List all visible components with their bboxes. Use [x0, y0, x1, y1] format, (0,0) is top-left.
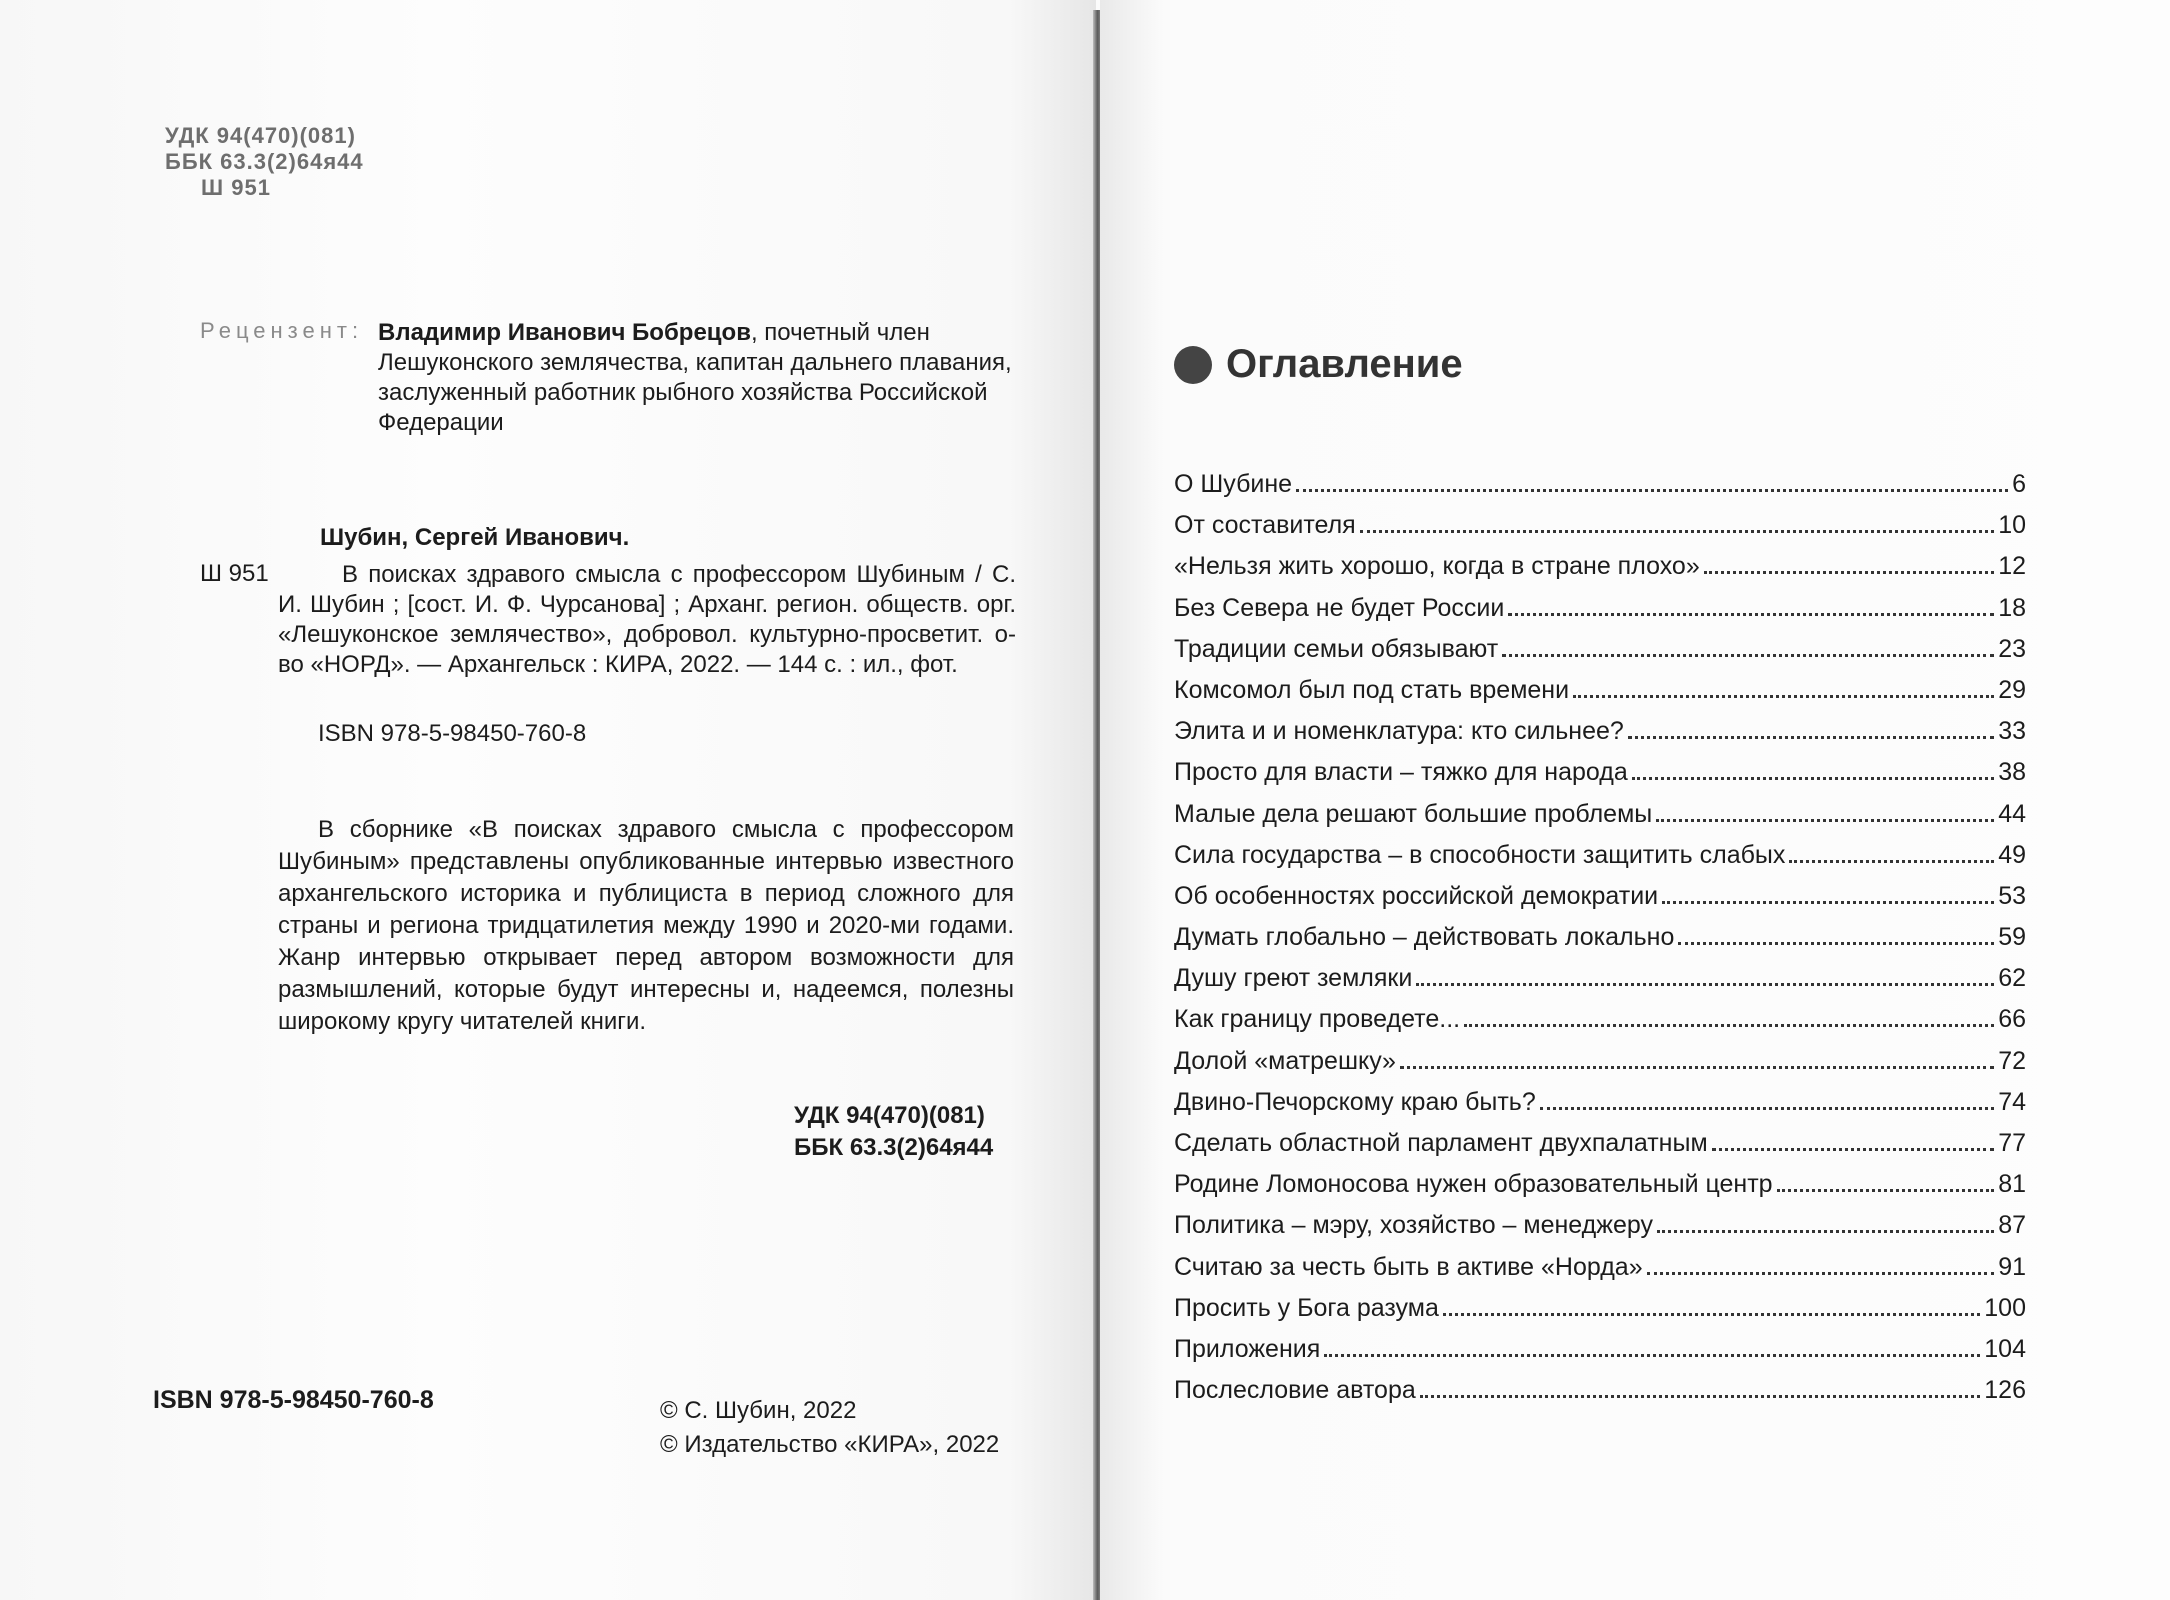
toc-dot-leader — [1573, 695, 1994, 698]
toc-dot-leader — [1632, 777, 1994, 780]
toc-entry-page: 66 — [1998, 1005, 2026, 1034]
bullet-circle-icon — [1174, 346, 1212, 384]
toc-entry-page: 77 — [1998, 1129, 2026, 1157]
toc-dot-leader — [1502, 654, 1994, 657]
toc-entry-title: Родине Ломоносова нужен образовательный центр — [1174, 1170, 1773, 1199]
toc-entry-page: 87 — [1998, 1211, 2026, 1240]
toc-entry-page: 18 — [1998, 593, 2026, 622]
toc-entry-title: Об особенностях российской демократии — [1174, 881, 1659, 910]
toc-heading — [1174, 342, 1463, 387]
bbk-code: ББК 63.3(2)64я44 — [165, 149, 364, 174]
toc-entry-title: Сделать областной парламент двухпалатным — [1174, 1129, 1708, 1157]
toc-entry-page: 29 — [1998, 675, 2026, 704]
toc-entry-page: 49 — [1998, 840, 2026, 869]
toc-entry — [1174, 552, 2026, 593]
annotation: В сборнике «В поисках здравого смысла с профессором Шубиным» представлены опубликованные интервью известного архангельского историка и публициста в период сложного для страны и региона тридцатилетия между 1990 и 2020-ми годами. Жанр интервью открывает перед автором возможности для размышлений, которые будут интересны и, надеемся, полезны широкому кругу читателей книги. — [278, 816, 1014, 1035]
toc-entry-title: Двино-Печорскому краю быть? — [1174, 1087, 1536, 1116]
toc-entry-title: Душу греют земляки — [1174, 964, 1413, 993]
toc-entry-page: 74 — [1998, 1087, 2026, 1116]
toc-dot-leader — [1647, 1272, 1995, 1275]
toc-entry-page: 62 — [1998, 964, 2026, 993]
udk-code: УДК 94(470)(081) — [165, 123, 356, 148]
toc-entry-title: «Нельзя жить хорошо, когда в стране плохо» — [1174, 552, 1700, 581]
toc-dot-leader — [1540, 1107, 1994, 1110]
toc-dot-leader — [1712, 1148, 1995, 1151]
toc-entry — [1174, 1129, 2026, 1170]
toc-entry-title: О Шубине — [1174, 470, 1293, 498]
toc-entry — [1174, 800, 2026, 841]
table-of-contents — [1174, 470, 2026, 1417]
toc-dot-leader — [1628, 736, 1994, 739]
toc-entry-title: Как границу проведете... — [1174, 1005, 1461, 1034]
toc-entry — [1174, 758, 2026, 799]
toc-entry — [1174, 882, 2026, 923]
toc-entry-page: 10 — [1998, 511, 2026, 540]
toc-dot-leader — [1443, 1313, 1980, 1316]
toc-dot-leader — [1508, 613, 1994, 616]
toc-entry-title: Просто для власти – тяжко для народа — [1174, 758, 1628, 787]
toc-entry — [1174, 923, 2026, 964]
toc-entry — [1174, 1047, 2026, 1088]
copyright-publisher: © Издательство «КИРА», 2022 — [660, 1431, 1000, 1458]
toc-entry-title: Без Севера не будет России — [1174, 593, 1505, 622]
toc-entry-title: Комсомол был под стать времени — [1174, 675, 1570, 704]
toc-entry — [1174, 1253, 2026, 1294]
toc-entry-title: Приложения — [1174, 1334, 1321, 1363]
toc-entry-page: 53 — [1998, 881, 2026, 910]
toc-entry-page: 91 — [1998, 1252, 2026, 1281]
toc-entry-title: Просить у Бога разума — [1174, 1293, 1439, 1322]
reviewer-name: Владимир Иванович Бобрецов — [378, 319, 751, 346]
toc-entry-page: 72 — [1998, 1046, 2026, 1075]
toc-dot-leader — [1678, 942, 1994, 945]
toc-entry-title: Думать глобально – действовать локально — [1174, 923, 1675, 952]
toc-entry — [1174, 676, 2026, 717]
toc-entry-title: Элита и и номенклатура: кто сильнее? — [1174, 717, 1624, 746]
classification-codes-bottom — [794, 1100, 993, 1164]
bbk-code-bottom: ББК 63.3(2)64я44 — [794, 1134, 994, 1161]
toc-entry — [1174, 1088, 2026, 1129]
isbn-line: ISBN 978-5-98450-760-8 — [318, 720, 587, 747]
toc-entry-page: 100 — [1984, 1293, 2026, 1322]
reviewer-text — [378, 318, 1038, 438]
toc-entry — [1174, 511, 2026, 552]
toc-entry — [1174, 1211, 2026, 1252]
shelf-mark: Ш 951 — [200, 560, 269, 587]
toc-dot-leader — [1704, 571, 1994, 574]
toc-dot-leader — [1360, 530, 1994, 533]
toc-entry-page: 81 — [1998, 1170, 2026, 1199]
toc-entry-page: 59 — [1998, 923, 2026, 952]
toc-dot-leader — [1416, 983, 1994, 986]
toc-dot-leader — [1657, 1230, 1994, 1233]
classification-codes — [165, 123, 364, 201]
bibliographic-record: В поисках здравого смысла с профессором Шубиным / С. И. Шубин ; [сост. И. Ф. Чурсанова] ; Арханг. регион. обществ. орг. «Лешуконское землячество», добровол. культурно-просветит. о-во «НОРД». — Архангельск : КИРА, 2022. — 144 с. : ил., фот. — [278, 561, 1016, 678]
toc-dot-leader — [1662, 901, 1994, 904]
toc-entry — [1174, 470, 2026, 511]
toc-entry-title: Малые дела решают большие проблемы — [1174, 799, 1653, 828]
toc-entry — [1174, 1170, 2026, 1211]
toc-entry-page: 104 — [1984, 1334, 2026, 1363]
toc-entry-page: 12 — [1998, 552, 2026, 581]
toc-dot-leader — [1656, 819, 1994, 822]
isbn-bottom: ISBN 978-5-98450-760-8 — [153, 1386, 434, 1414]
toc-entry-page: 6 — [2012, 470, 2026, 498]
toc-entry-title: Сила государства – в способности защитить слабых — [1174, 840, 1786, 869]
reviewer-description: , почетный член Лешуконского землячества, капитан дальнего плавания, заслуженный работник рыбного хозяйства Российской Федерации — [378, 319, 1012, 436]
toc-dot-leader — [1789, 860, 1994, 863]
toc-dot-leader — [1777, 1189, 1995, 1192]
udk-code-bottom: УДК 94(470)(081) — [794, 1102, 985, 1129]
toc-entry — [1174, 594, 2026, 635]
toc-entry-page: 126 — [1984, 1376, 2026, 1405]
copyright-author: © С. Шубин, 2022 — [660, 1397, 857, 1424]
toc-entry-title: Считаю за честь быть в активе «Норда» — [1174, 1252, 1643, 1281]
toc-dot-leader — [1464, 1024, 1994, 1027]
toc-entry-page: 33 — [1998, 717, 2026, 746]
toc-dot-leader — [1420, 1395, 1981, 1398]
toc-entry-page: 38 — [1998, 758, 2026, 787]
author-heading: Шубин, Сергей Иванович. — [320, 524, 630, 551]
toc-dot-leader — [1400, 1066, 1994, 1069]
toc-dot-leader — [1296, 489, 2008, 492]
toc-entry-page: 44 — [1998, 799, 2026, 828]
toc-entry — [1174, 717, 2026, 758]
reviewer-label: Рецензент: — [200, 318, 364, 343]
toc-entry — [1174, 635, 2026, 676]
copyright — [660, 1394, 999, 1462]
toc-entry-page: 23 — [1998, 634, 2026, 663]
author-mark: Ш 951 — [201, 175, 271, 200]
toc-entry-title: От составителя — [1174, 511, 1356, 540]
toc-entry — [1174, 841, 2026, 882]
toc-entry-title: Долой «матрешку» — [1174, 1046, 1396, 1075]
toc-entry-title: Традиции семьи обязывают — [1174, 634, 1499, 663]
toc-entry-title: Политика – мэру, хозяйство – менеджеру — [1174, 1211, 1653, 1240]
toc-entry — [1174, 1376, 2026, 1417]
toc-entry — [1174, 964, 2026, 1005]
toc-entry — [1174, 1005, 2026, 1046]
toc-entry — [1174, 1335, 2026, 1376]
toc-dot-leader — [1324, 1354, 1980, 1357]
toc-entry — [1174, 1294, 2026, 1335]
toc-heading-text: Оглавление — [1226, 342, 1463, 386]
toc-entry-title: Послесловие автора — [1174, 1376, 1416, 1405]
